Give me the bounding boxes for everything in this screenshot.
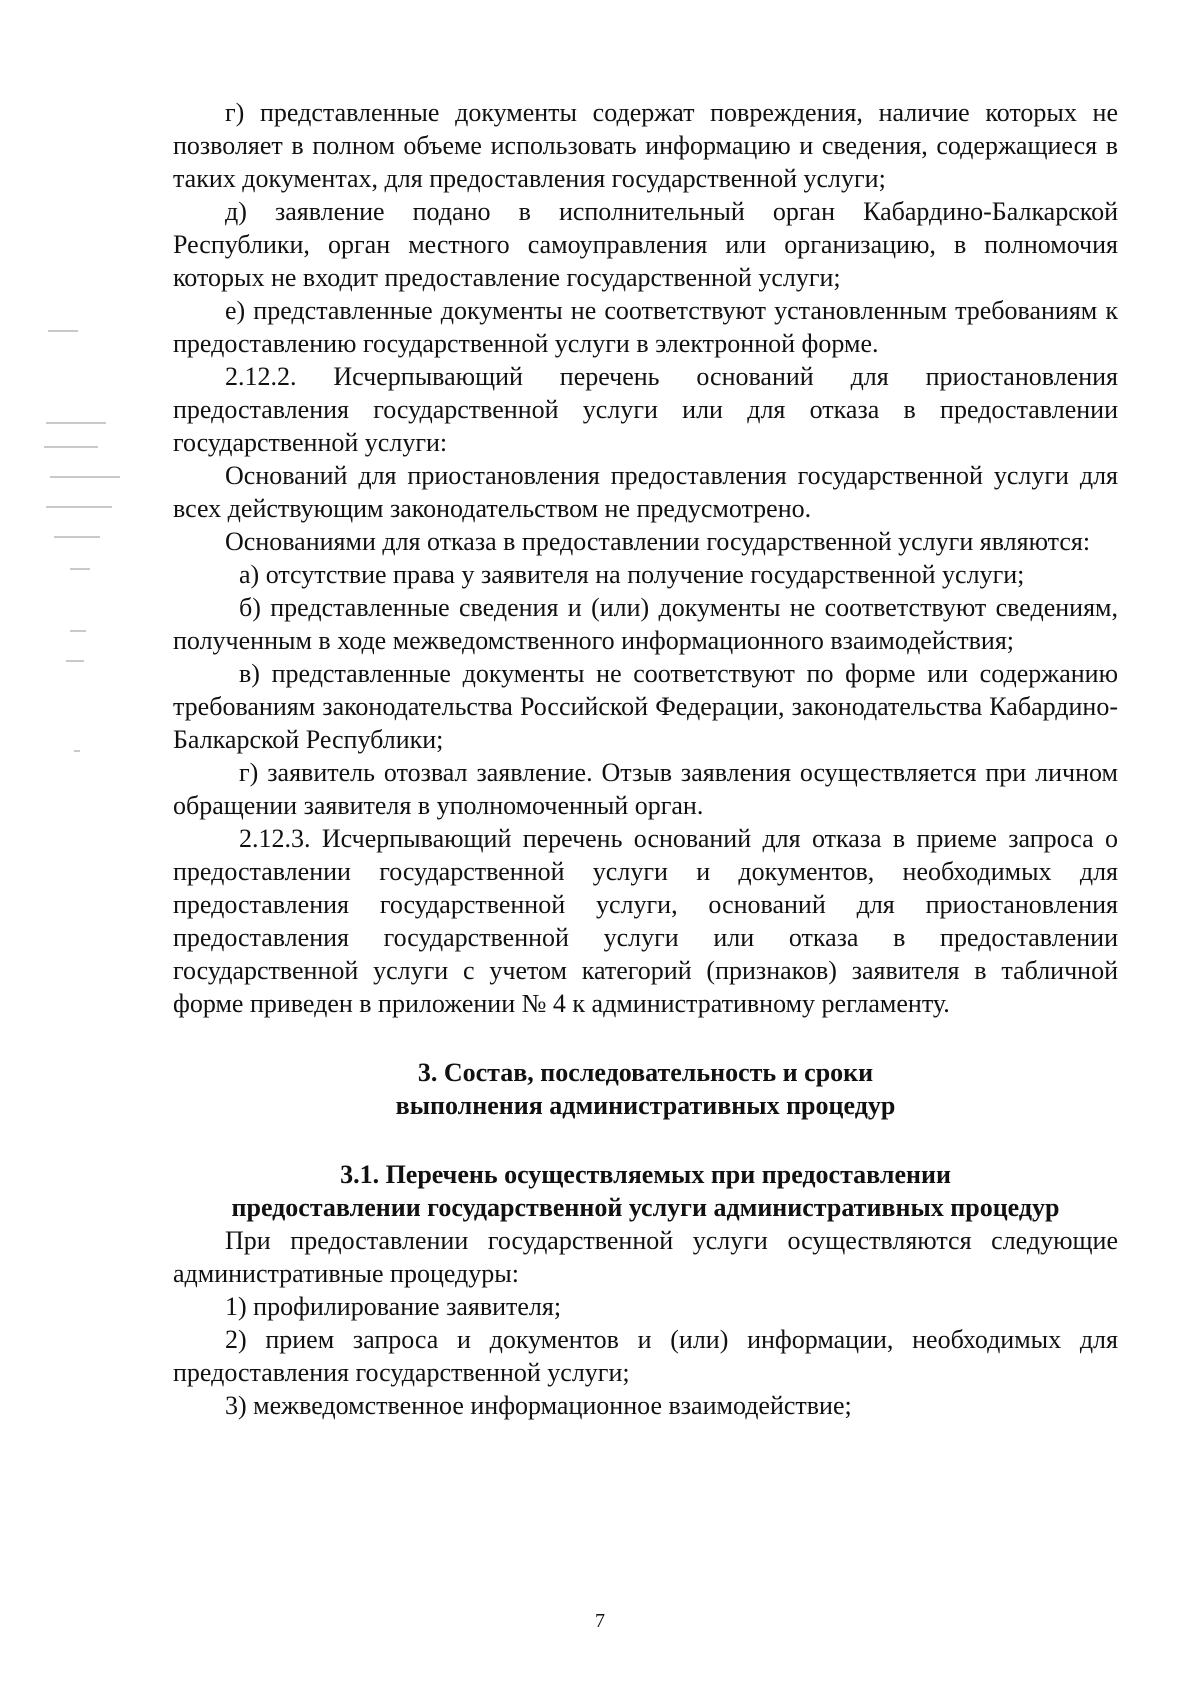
- section-3-heading-line1: 3. Состав, последовательность и сроки: [417, 1058, 874, 1087]
- paragraph-g2: г) заявитель отозвал заявление. Отзыв заявления осуществляется при личном обращении заявителя в уполномоченный орган.: [173, 758, 1118, 820]
- paragraph-a: а) отсутствие права у заявителя на получение государственной услуги;: [239, 560, 1025, 589]
- paragraph-procedures-intro: При предоставлении государственной услуги осуществляются следующие административные процедуры:: [173, 1226, 1118, 1288]
- paragraph-2-12-2: 2.12.2. Исчерпывающий перечень оснований для приостановления предоставления государственной услуги или для отказа в предоставлении государственной услуги:: [173, 362, 1118, 457]
- scan-margin-artifacts: [40, 330, 150, 830]
- paragraph-refusal-grounds: Основаниями для отказа в предоставлении государственной услуги являются:: [225, 527, 1091, 556]
- list-item-1: 1) профилирование заявителя;: [225, 1292, 562, 1321]
- section-3-1-heading-line1: 3.1. Перечень осуществляемых при предоставлении: [340, 1160, 951, 1189]
- page-number: 7: [595, 1610, 605, 1632]
- paragraph-2-12-3: 2.12.3. Исчерпывающий перечень оснований для отказа в приеме запроса о предоставлении государственной услуги и документов, необходимых для предоставления государственной услуги, оснований для приостановления предоставления государственной услуги или отказа в предоставлении государственной услуги с учетом категорий (признаков) заявителя в табличной форме приведен в приложении № 4 к административному регламенту.: [173, 824, 1118, 1018]
- paragraph-no-suspension: Оснований для приостановления предоставления государственной услуги для всех действующим законодательством не предусмотрено.: [173, 461, 1118, 523]
- document-body: [173, 96, 1118, 1422]
- paragraph-g: г) представленные документы содержат повреждения, наличие которых не позволяет в полном объеме использовать информацию и сведения, содержащиеся в таких документах, для предоставления государственной услуги;: [173, 98, 1118, 193]
- paragraph-v: в) представленные документы не соответствуют по форме или содержанию требованиям законодательства Российской Федерации, законодательства Кабардино-Балкарской Республики;: [173, 659, 1118, 754]
- paragraph-d: д) заявление подано в исполнительный орган Кабардино-Балкарской Республики, орган местного самоуправления или организацию, в полномочия которых не входит предоставление государственной услуги;: [173, 197, 1118, 292]
- section-3-heading-line2: выполнения административных процедур: [395, 1091, 896, 1120]
- list-item-3: 3) межведомственное информационное взаимодействие;: [225, 1391, 852, 1420]
- list-item-2: 2) прием запроса и документов и (или) информации, необходимых для предоставления государственной услуги;: [173, 1325, 1118, 1387]
- section-3-1-heading-line2: предоставлении государственной услуги административных процедур: [231, 1193, 1060, 1222]
- paragraph-e: е) представленные документы не соответствуют установленным требованиям к предоставлению государственной услуги в электронной форме.: [173, 296, 1118, 358]
- paragraph-b: б) представленные сведения и (или) документы не соответствуют сведениям, полученным в ходе межведомственного информационного взаимодействия;: [173, 593, 1118, 655]
